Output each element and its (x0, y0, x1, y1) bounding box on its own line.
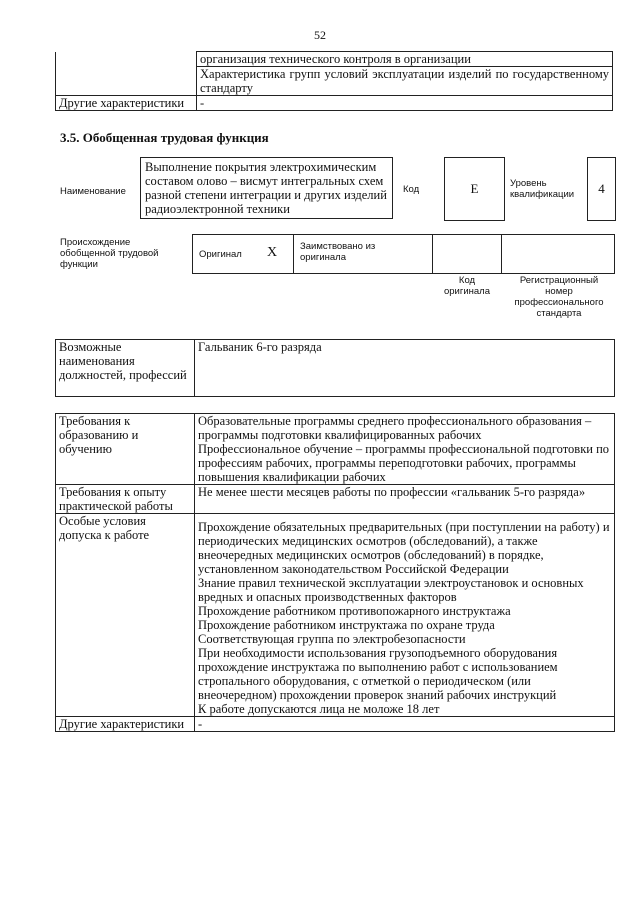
top-row3-label: Другие характеристики (56, 96, 197, 111)
req-admission-value (195, 514, 615, 717)
req-line: Образовательные программы среднего профессионального образования – программы подготовки квалифицированных рабочих (198, 414, 592, 442)
section-title: 3.5. Обобщенная трудовая функция (60, 130, 269, 145)
name-value: Выполнение покрытия электрохимическим составом олово – висмут интегральных схем разной степени интеграции и других изделий радиоэлектронной техники (140, 157, 393, 219)
req-line: Прохождение обязательных предварительных (при поступлении на работу) и периодических медицинских осмотров (обследований), а также внеочередных медицинских осмотров (обследований) в порядке, установленном законодательством Российской Федерации (198, 520, 610, 576)
requirements-row (56, 717, 615, 732)
top-row2-text: Характеристика групп условий эксплуатации изделий по государственному стандарту (197, 67, 613, 96)
original-label: Оригинал (199, 249, 242, 260)
name-label: Наименование (60, 186, 126, 197)
req-experience-value (195, 485, 615, 514)
code-original-label: Код оригинала (443, 275, 490, 297)
code-original-cell (432, 234, 502, 274)
page-number: 52 (314, 28, 326, 42)
reg-number-label: Регистрационный номер профессионального стандарта (514, 275, 604, 319)
positions-label: Возможные наименования должностей, профессий (56, 340, 195, 397)
positions-value: Гальваник 6-го разряда (195, 340, 615, 397)
requirements-table (55, 413, 615, 732)
req-education-label: Требования к образованию и обучению (56, 414, 195, 485)
top-continuation-table (55, 51, 613, 111)
code-value: E (444, 157, 505, 221)
requirements-row (56, 414, 615, 485)
req-line: Прохождение работником инструктажа по охране труда (198, 618, 495, 632)
req-admission-label: Особые условия допуска к работе (56, 514, 195, 717)
level-value: 4 (587, 157, 616, 221)
borrowed-cell (292, 234, 433, 274)
top-row1-text: организация технического контроля в организации (197, 52, 613, 67)
req-other-label: Другие характеристики (56, 717, 195, 732)
level-label: Уровень квалификации (510, 178, 575, 200)
req-line: При необходимости использования грузоподъемного оборудования прохождение инструктажа по выполнению работ с использованием стропального оборудования, с отметкой о периодическом (или внеочередном) прохождении проверок знаний рабочих инструкций (198, 646, 558, 702)
code-label: Код (403, 184, 420, 195)
top-row3-value: - (197, 96, 613, 111)
req-other-value (195, 717, 615, 732)
origin-label: Происхождение обобщенной трудовой функции (60, 237, 159, 270)
empty-cell (56, 52, 197, 96)
req-line: - (198, 717, 203, 731)
req-line: Не менее шести месяцев работы по профессии «гальваник 5-го разряда» (198, 485, 586, 499)
req-line: Прохождение работником противопожарного инструктажа (198, 604, 511, 618)
req-experience-label: Требования к опыту практической работы (56, 485, 195, 514)
req-line: К работе допускаются лица не моложе 18 лет (198, 702, 440, 716)
req-line: Профессиональное обучение – программы профессиональной подготовки по профессиям рабочих, программы переподготовки рабочих, программы повышения квалификации рабочих (198, 442, 610, 484)
requirements-row (56, 514, 615, 717)
req-line: Соответствующая группа по электробезопасности (198, 632, 466, 646)
requirements-row (56, 485, 615, 514)
positions-table (55, 339, 615, 397)
req-education-value (195, 414, 615, 485)
borrowed-label: Заимствовано из оригинала (300, 241, 376, 263)
original-mark: X (267, 245, 278, 260)
reg-number-cell (501, 234, 615, 274)
original-cell (192, 234, 294, 274)
req-line: Знание правил технической эксплуатации электроустановок и основных вредных и опасных производственных факторов (198, 576, 584, 604)
